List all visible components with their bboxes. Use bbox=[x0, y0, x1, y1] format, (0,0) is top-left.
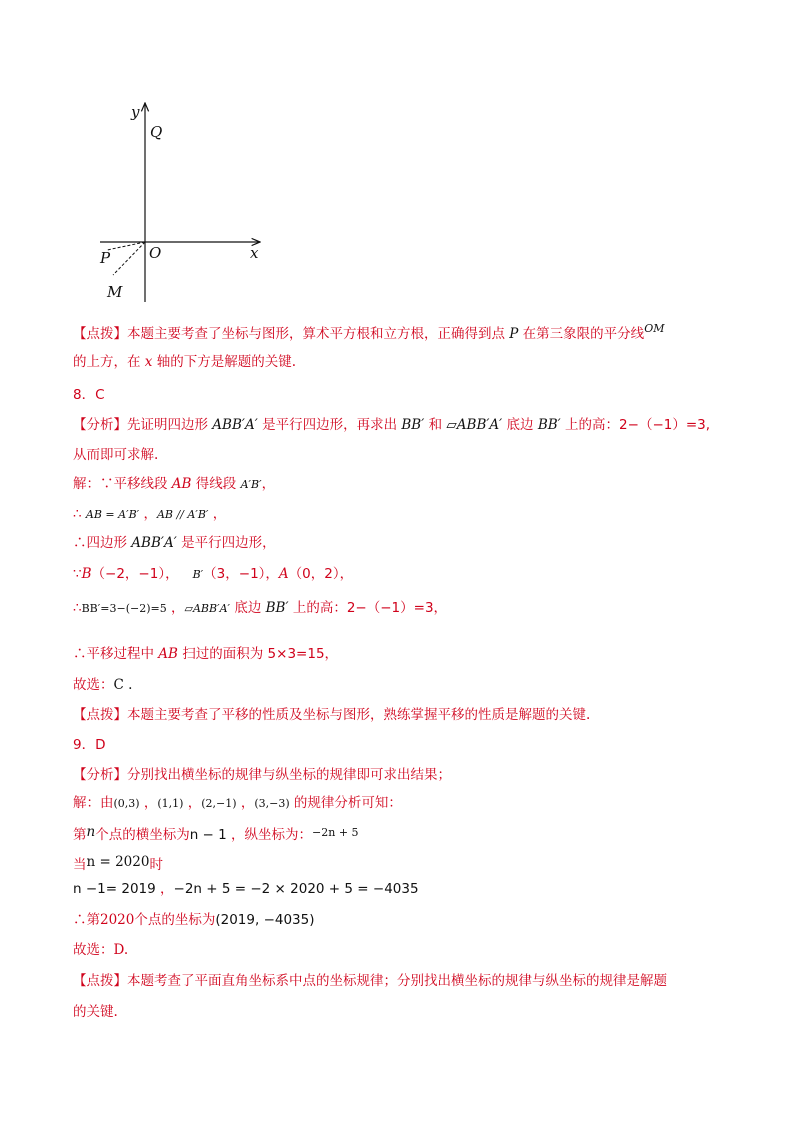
coordinate-figure bbox=[95, 95, 275, 310]
label-x: x bbox=[250, 244, 259, 262]
text-line-4: 【分析】先证明四边形 ABB′A′ 是平行四边形，再求出 BB′ 和 ▱ABB′A′ 底边 BB′ 上的高：2−（−1）=3, bbox=[73, 417, 711, 433]
text-line-22: 【点拨】本题考查了平面直角坐标系中点的坐标规律；分别找出横坐标的规律与纵坐标的规律是解题 bbox=[73, 973, 667, 989]
dashed-line-om bbox=[113, 242, 145, 275]
text-line-18: 当n = 2020时 bbox=[73, 854, 163, 873]
label-y: y bbox=[131, 103, 140, 121]
answer-9: 9．D bbox=[73, 737, 106, 753]
label-o: O bbox=[149, 244, 162, 262]
text-line-6: 解：∵平移线段 AB 得线段 A′B′， bbox=[73, 476, 276, 492]
text-line-20: ∴第2020个点的坐标为(2019, −4035) bbox=[73, 912, 315, 928]
text-line-7: ∴ AB = A′B′ ，AB // A′B′ ， bbox=[73, 506, 227, 522]
text-line-1: 【点拨】本题主要考查了坐标与图形，算术平方根和立方根，正确得到点 P 在第三象限的平分线$^{OM}$ bbox=[73, 322, 665, 342]
label-q: Q bbox=[150, 123, 163, 141]
text-line-23: 的关键. bbox=[73, 1004, 118, 1020]
text-line-2: 的上方，在 x 轴的下方是解题的关键. bbox=[73, 354, 297, 370]
label-m: M bbox=[107, 283, 123, 301]
text-line-5: 从而即可求解. bbox=[73, 447, 159, 463]
text-line-12: 故选：C . bbox=[73, 677, 133, 693]
text-line-17: 第n个点的横坐标为n − 1 ，纵坐标为：$^{-2n + 5}$ bbox=[73, 824, 359, 843]
text-line-11: ∴平移过程中 AB 扫过的面积为 5×3=15， bbox=[73, 646, 339, 662]
text-line-13: 【点拨】本题主要考查了平移的性质及坐标与图形，熟练掌握平移的性质是解题的关键. bbox=[73, 707, 591, 723]
label-p: P bbox=[100, 249, 111, 267]
text-line-15: 【分析】分别找出横坐标的规律与纵坐标的规律即可求出结果； bbox=[73, 767, 451, 783]
text-line-8: ∴四边形 ABB′A′ 是平行四边形， bbox=[73, 535, 276, 551]
dashed-line-op bbox=[107, 242, 145, 250]
text-line-16: 解：由(0,3) ，(1,1) ，(2,−1) ，(3,−3) 的规律分析可知： bbox=[73, 795, 402, 811]
text-line-10: ∴BB′=3−(−2)=5 ，▱ABB′A′ 底边 BB′ 上的高：2−（−1）=3， bbox=[73, 600, 448, 616]
answer-8: 8．C bbox=[73, 387, 105, 403]
text-line-21: 故选：D. bbox=[73, 942, 129, 958]
text-line-19: n −1= 2019 ，−2n + 5 = −2 × 2020 + 5 = −4035 bbox=[73, 881, 419, 897]
coordinate-diagram bbox=[95, 95, 275, 310]
text-line-9: ∵B（−2，−1）， B′（3，−1），A（0，2）， bbox=[73, 566, 354, 582]
